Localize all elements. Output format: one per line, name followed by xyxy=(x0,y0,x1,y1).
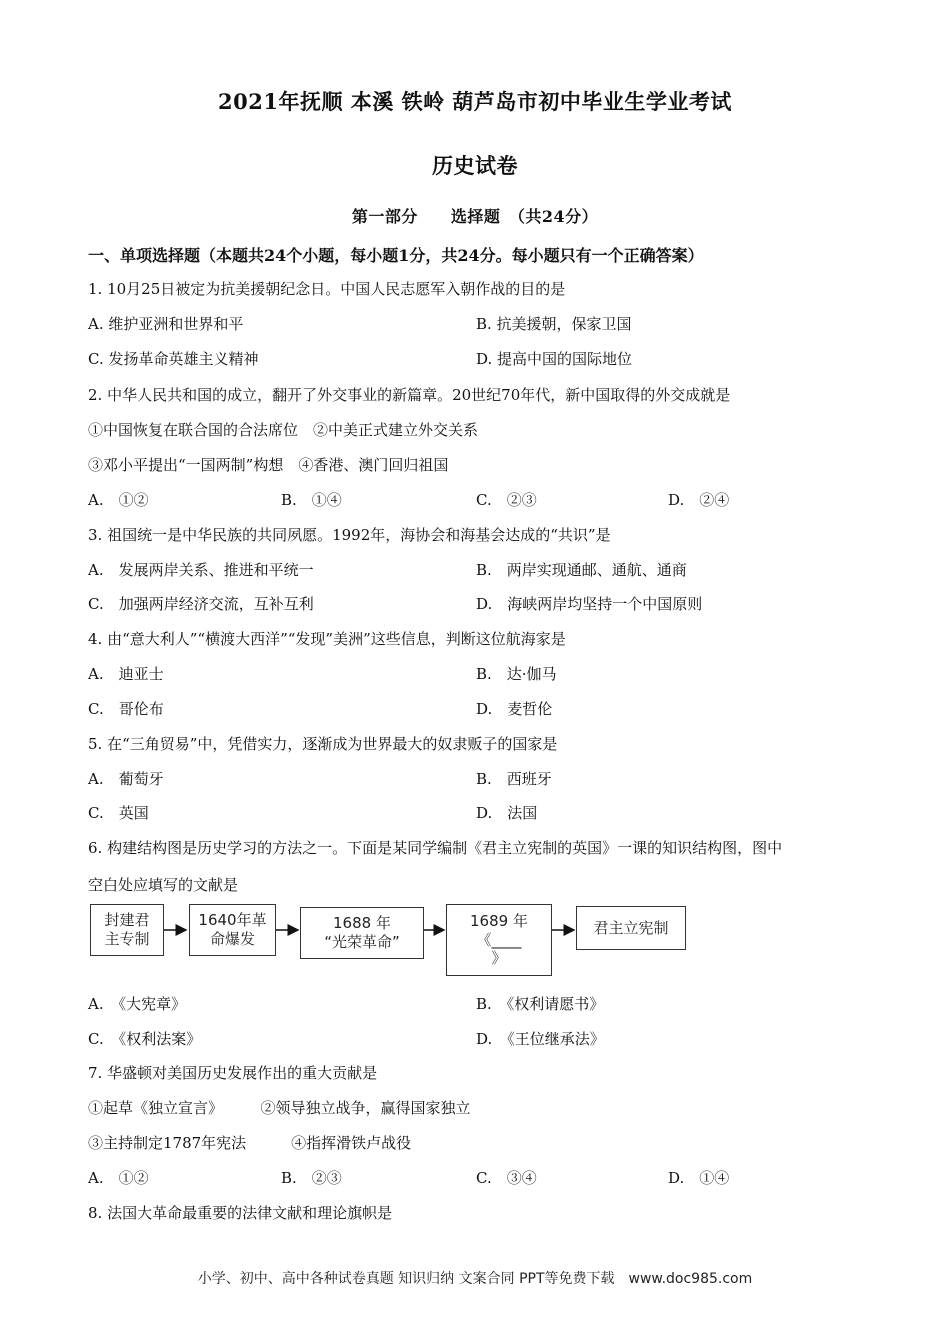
diagram-box-feudal-monarchy: 封建君 主专制 xyxy=(90,904,164,956)
q7-option-d: D. ①④ xyxy=(668,1169,730,1187)
exam-title: 2021年抚顺 本溪 铁岭 葫芦岛市初中毕业生学业考试 xyxy=(218,89,732,114)
q7-item-line-1: ①起草《独立宣言》 ②领导独立战争，赢得国家独立 xyxy=(88,1099,471,1117)
part-heading: 第一部分 选择题 （共24分） xyxy=(351,207,599,226)
q2-option-b: B. ①④ xyxy=(281,491,342,509)
section-heading: 一、单项选择题（本题共24个小题，每小题1分，共24分。每小题只有一个正确答案） xyxy=(88,246,704,265)
exam-subtitle: 历史试卷 xyxy=(432,153,518,178)
q5-option-a: A. 葡萄牙 xyxy=(88,770,164,788)
q6-option-d: D. 《王位继承法》 xyxy=(476,1030,605,1048)
question-1-stem: 1. 10月25日被定为抗美援朝纪念日。中国人民志愿军入朝作战的目的是 xyxy=(88,280,566,298)
q3-option-a: A. 发展两岸关系、推进和平统一 xyxy=(88,561,314,579)
q3-option-b: B. 两岸实现通邮、通航、通商 xyxy=(476,561,687,579)
question-5-stem: 5. 在“三角贸易”中，凭借实力，逐渐成为世界最大的奴隶贩子的国家是 xyxy=(88,735,558,753)
diagram-box-constitutional-monarchy: 君主立宪制 xyxy=(576,906,686,950)
q5-option-b: B. 西班牙 xyxy=(476,770,552,788)
q2-option-d: D. ②④ xyxy=(668,491,730,509)
q5-option-d: D. 法国 xyxy=(476,804,538,822)
q7-option-c: C. ③④ xyxy=(476,1169,537,1187)
q3-option-d: D. 海峡两岸均坚持一个中国原则 xyxy=(476,595,703,613)
q2-option-a: A. ①② xyxy=(88,491,149,509)
q7-option-a: A. ①② xyxy=(88,1169,149,1187)
q7-option-b: B. ②③ xyxy=(281,1169,342,1187)
q7-item-line-2: ③主持制定1787年宪法 ④指挥滑铁卢战役 xyxy=(88,1134,412,1152)
q1-option-d: D. 提高中国的国际地位 xyxy=(476,350,633,368)
q6-option-a: A. 《大宪章》 xyxy=(88,995,187,1013)
q4-option-d: D. 麦哲伦 xyxy=(476,700,553,718)
question-2-stem: 2. 中华人民共和国的成立，翻开了外交事业的新篇章。20世纪70年代，新中国取得的外交成就是 xyxy=(88,386,731,404)
q6-option-c: C. 《权利法案》 xyxy=(88,1030,202,1048)
q6-option-b: B. 《权利请愿书》 xyxy=(476,995,605,1013)
q2-option-c: C. ②③ xyxy=(476,491,537,509)
diagram-box-1689-blank: 1689 年 《____ 》 xyxy=(446,904,552,976)
question-6-stem-cont: 空白处应填写的文献是 xyxy=(88,876,239,894)
question-7-stem: 7. 华盛顿对美国历史发展作出的重大贡献是 xyxy=(88,1064,378,1082)
question-6-stem: 6. 构建结构图是历史学习的方法之一。下面是某同学编制《君主立宪制的英国》一课的知识结构图，图中 xyxy=(88,839,783,857)
q2-item-line-1: ①中国恢复在联合国的合法席位 ②中美正式建立外交关系 xyxy=(88,421,479,439)
question-4-stem: 4. 由“意大利人”“横渡大西洋”“发现”美洲”这些信息，判断这位航海家是 xyxy=(88,630,566,648)
knowledge-structure-diagram xyxy=(86,900,692,976)
q4-option-c: C. 哥伦布 xyxy=(88,700,164,718)
q3-option-c: C. 加强两岸经济交流，互补互利 xyxy=(88,595,314,613)
q4-option-a: A. 迪亚士 xyxy=(88,665,164,683)
page-footer: 小学、初中、高中各种试卷真题 知识归纳 文案合同 PPT等免费下载 www.doc985.com xyxy=(197,1271,753,1287)
q4-option-b: B. 达·伽马 xyxy=(476,665,557,683)
question-3-stem: 3. 祖国统一是中华民族的共同夙愿。1992年，海协会和海基会达成的“共识”是 xyxy=(88,526,611,544)
diagram-box-glorious-revolution: 1688 年 “光荣革命” xyxy=(300,907,424,959)
q1-option-c: C. 发扬革命英雄主义精神 xyxy=(88,350,259,368)
diagram-box-1640-revolution: 1640年革 命爆发 xyxy=(189,904,276,956)
q1-option-a: A. 维护亚洲和世界和平 xyxy=(88,315,244,333)
q2-item-line-2: ③邓小平提出“一国两制”构想 ④香港、澳门回归祖国 xyxy=(88,456,449,474)
q1-option-b: B. 抗美援朝，保家卫国 xyxy=(476,315,632,333)
q5-option-c: C. 英国 xyxy=(88,804,149,822)
question-8-stem: 8. 法国大革命最重要的法律文献和理论旗帜是 xyxy=(88,1204,393,1222)
